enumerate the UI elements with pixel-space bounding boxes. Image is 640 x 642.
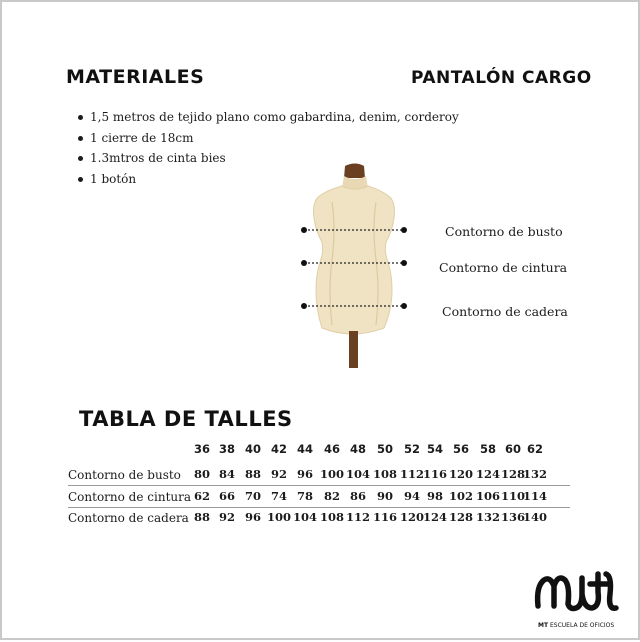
row-label: Contorno de cintura	[68, 490, 192, 504]
materials-item: 1 botón	[76, 169, 459, 190]
size-value: 112	[345, 510, 371, 524]
size-value: 70	[244, 489, 262, 503]
size-value: 108	[319, 510, 345, 524]
size-header: 52	[403, 442, 421, 456]
size-value: 120	[448, 467, 474, 481]
size-header: 56	[452, 442, 470, 456]
size-value: 88	[193, 510, 211, 524]
row-divider	[68, 507, 570, 508]
size-value: 128	[448, 510, 474, 524]
mannequin-illustration	[292, 160, 422, 370]
size-value: 82	[323, 489, 341, 503]
size-header: 62	[526, 442, 544, 456]
size-value: 124	[475, 467, 501, 481]
size-value: 136	[500, 510, 526, 524]
materials-item: 1,5 metros de tejido plano como gabardina, denim, corderoy	[76, 107, 459, 128]
mannequin-stand	[349, 331, 358, 368]
size-header: 60	[504, 442, 522, 456]
size-value: 140	[522, 510, 548, 524]
size-header: 44	[296, 442, 314, 456]
mannequin-neck-cap	[344, 164, 365, 179]
logo-text: MT ESCUELA DE OFICIOS	[538, 622, 615, 629]
size-value: 104	[292, 510, 318, 524]
materials-title: MATERIALES	[66, 66, 205, 88]
size-value: 112	[399, 467, 425, 481]
size-header: 58	[479, 442, 497, 456]
size-value: 88	[244, 467, 262, 481]
size-value: 100	[319, 467, 345, 481]
size-value: 114	[522, 489, 548, 503]
size-value: 94	[403, 489, 421, 503]
size-value: 78	[296, 489, 314, 503]
size-table-title: TABLA DE TALLES	[79, 407, 293, 431]
size-value: 96	[296, 467, 314, 481]
size-value: 80	[193, 467, 211, 481]
size-header: 38	[218, 442, 236, 456]
size-header: 54	[426, 442, 444, 456]
size-value: 110	[500, 489, 526, 503]
size-value: 98	[426, 489, 444, 503]
size-value: 132	[475, 510, 501, 524]
size-value: 96	[244, 510, 262, 524]
size-value: 124	[422, 510, 448, 524]
size-value: 92	[270, 467, 288, 481]
logo-mark-icon	[532, 564, 620, 622]
size-value: 108	[372, 467, 398, 481]
row-label: Contorno de cadera	[68, 511, 189, 525]
size-value: 86	[349, 489, 367, 503]
size-header: 48	[349, 442, 367, 456]
size-header: 46	[323, 442, 341, 456]
size-value: 116	[422, 467, 448, 481]
size-value: 128	[500, 467, 526, 481]
size-value: 132	[522, 467, 548, 481]
size-value: 62	[193, 489, 211, 503]
size-value: 92	[218, 510, 236, 524]
size-value: 106	[475, 489, 501, 503]
size-value: 100	[266, 510, 292, 524]
size-value: 90	[376, 489, 394, 503]
measure-label-cadera: Contorno de cadera	[442, 304, 568, 319]
size-value: 84	[218, 467, 236, 481]
product-title: PANTALÓN CARGO	[411, 68, 592, 88]
size-value: 66	[218, 489, 236, 503]
materials-item: 1.3mtros de cinta bies	[76, 148, 459, 169]
measure-label-cintura: Contorno de cintura	[439, 260, 568, 275]
measure-label-busto: Contorno de busto	[445, 224, 563, 239]
size-value: 74	[270, 489, 288, 503]
mannequin-torso	[314, 186, 395, 334]
size-header: 50	[376, 442, 394, 456]
row-divider	[68, 485, 570, 486]
size-header: 42	[270, 442, 288, 456]
materials-item: 1 cierre de 18cm	[76, 128, 459, 149]
size-value: 104	[345, 467, 371, 481]
size-value: 120	[399, 510, 425, 524]
size-value: 102	[448, 489, 474, 503]
size-header: 40	[244, 442, 262, 456]
row-label: Contorno de busto	[68, 468, 181, 482]
size-value: 116	[372, 510, 398, 524]
size-header: 36	[193, 442, 211, 456]
